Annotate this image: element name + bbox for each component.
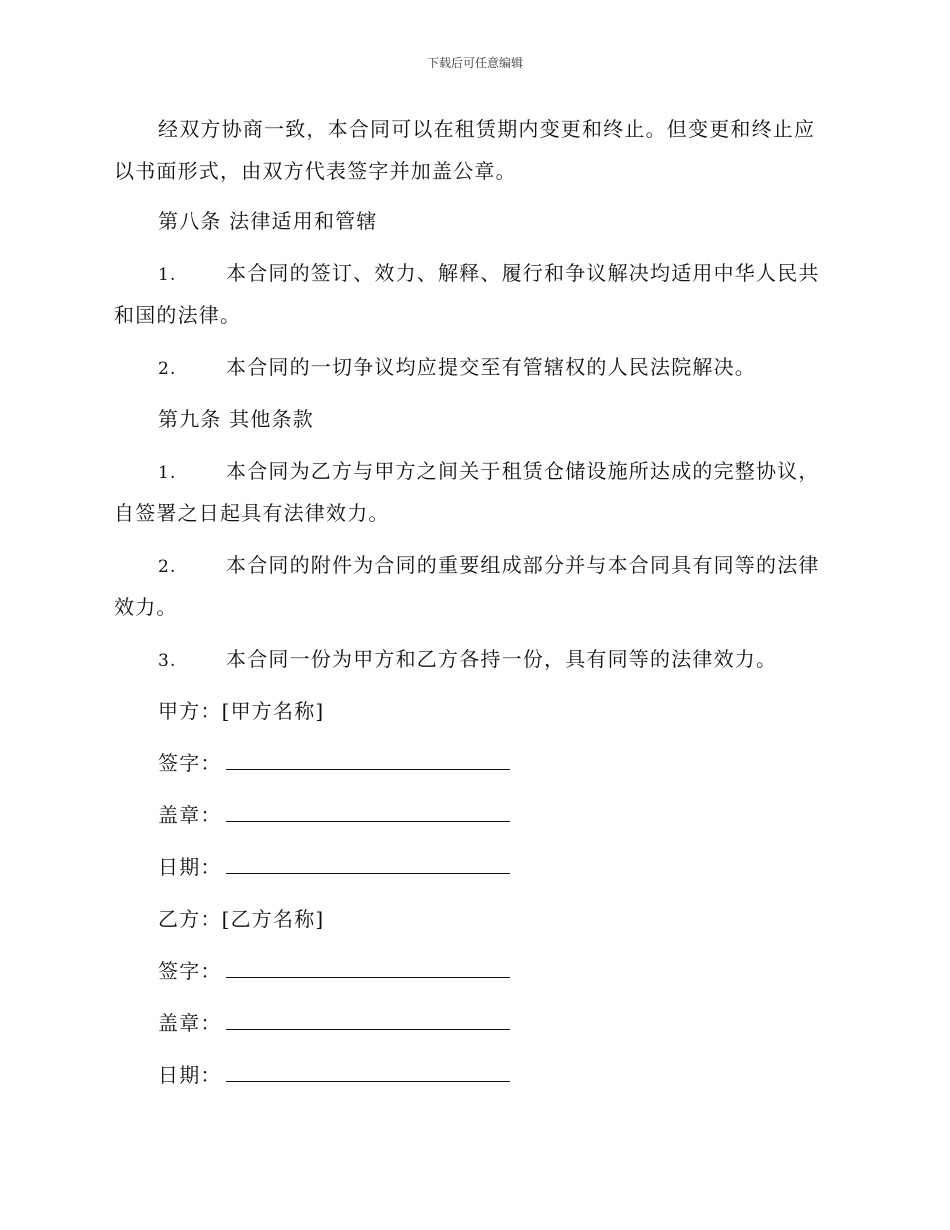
item-number: 1.	[158, 463, 177, 483]
date-blank-line	[226, 853, 510, 874]
article-8-item-1-cont: 和国的法律。	[114, 303, 242, 327]
date-blank-line	[226, 1061, 510, 1082]
item-text: 本合同的附件为合同的重要组成部分并与本合同具有同等的法律	[226, 553, 820, 577]
article-8-title: 第八条 法律适用和管辖	[158, 209, 378, 233]
item-number: 1.	[158, 265, 177, 285]
item-number: 2.	[158, 359, 177, 379]
seal-label: 盖章：	[158, 1011, 222, 1035]
article-9-item-1-cont: 自签署之日起具有法律效力。	[114, 501, 390, 525]
sign-label: 签字：	[158, 751, 222, 775]
date-label: 日期：	[158, 855, 222, 879]
item-number: 3.	[158, 651, 177, 671]
article-9-item-3	[158, 645, 777, 675]
party-a-label: 甲方：[甲方名称]	[158, 699, 325, 723]
item-text: 本合同的一切争议均应提交至有管辖权的人民法院解决。	[226, 355, 756, 379]
party-a-sign-row	[158, 749, 510, 777]
signature-blank-line	[226, 957, 510, 978]
intro-line-2: 以书面形式，由双方代表签字并加盖公章。	[114, 159, 517, 183]
article-9-title: 第九条 其他条款	[158, 407, 314, 431]
item-text: 本合同一份为甲方和乙方各持一份，具有同等的法律效力。	[226, 647, 778, 671]
article-9-item-2	[158, 551, 820, 581]
item-text: 本合同的签订、效力、解释、履行和争议解决均适用中华人民共	[226, 261, 820, 285]
intro-line-1: 经双方协商一致，本合同可以在租赁期内变更和终止。但变更和终止应	[158, 117, 816, 141]
seal-blank-line	[226, 801, 510, 822]
date-label: 日期：	[158, 1063, 222, 1087]
article-9-item-2-cont: 效力。	[114, 595, 178, 619]
article-9-item-1	[158, 457, 820, 487]
item-number: 2.	[158, 557, 177, 577]
party-b-sign-row	[158, 957, 510, 985]
party-b-seal-row	[158, 1009, 510, 1037]
seal-blank-line	[226, 1009, 510, 1030]
party-a-date-row	[158, 853, 510, 881]
item-text: 本合同为乙方与甲方之间关于租赁仓储设施所达成的完整协议，	[226, 459, 820, 483]
page-header: 下载后可任意编辑	[426, 56, 523, 70]
sign-label: 签字：	[158, 959, 222, 983]
party-b-date-row	[158, 1061, 510, 1089]
party-a-seal-row	[158, 801, 510, 829]
article-8-item-1	[158, 259, 820, 289]
article-8-item-2	[158, 353, 756, 383]
party-b-label: 乙方：[乙方名称]	[158, 907, 325, 931]
seal-label: 盖章：	[158, 803, 222, 827]
signature-blank-line	[226, 749, 510, 770]
